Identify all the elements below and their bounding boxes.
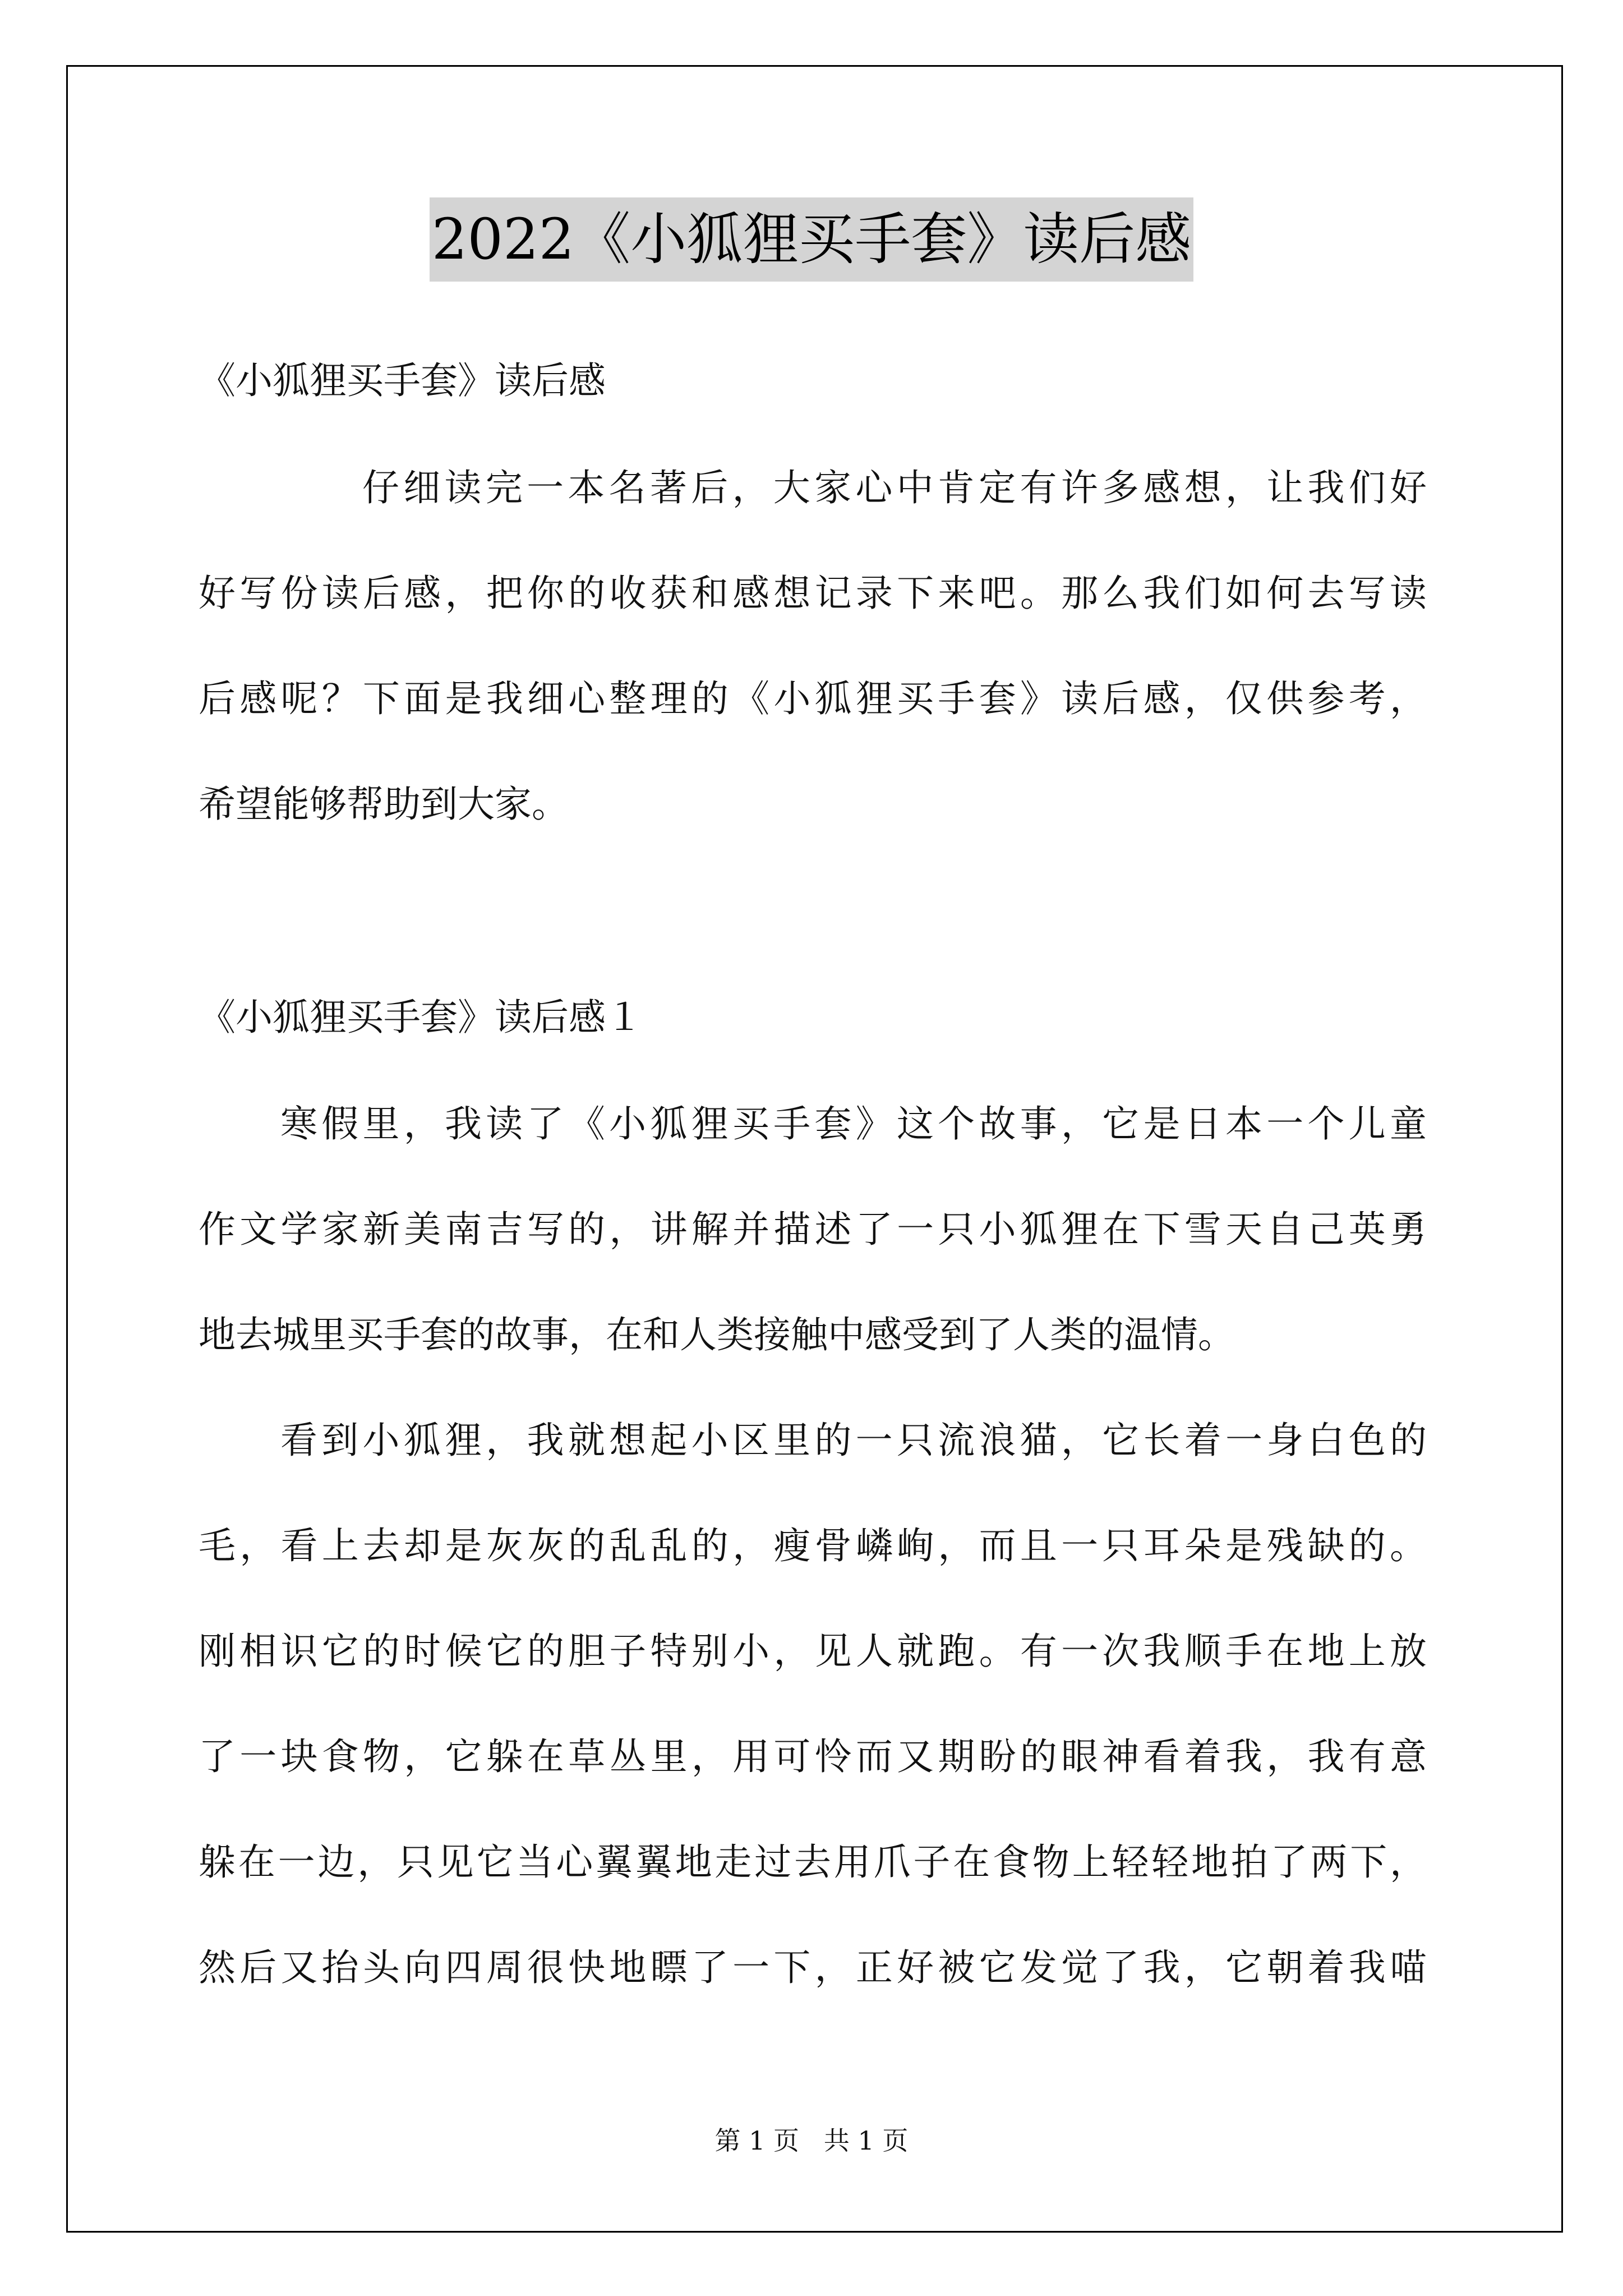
paragraph2-line-6: 然后又抬头向四周很快地瞟了一下，正好被它发觉了我，它朝着我喵 [199, 1946, 1427, 1989]
paragraph2-line-5: 躲在一边，只见它当心翼翼地走过去用爪子在食物上轻轻地拍了两下， [199, 1841, 1427, 1884]
intro-line-1: 仔细读完一本名著后，大家心中肯定有许多感想，让我们好 [362, 466, 1427, 509]
paragraph2-line-1: 看到小狐狸，我就想起小区里的一只流浪猫，它长着一身白色的 [280, 1419, 1427, 1462]
document-title: 2022《小狐狸买手套》读后感 [430, 197, 1194, 282]
paragraph1-line-3: 地去城里买手套的故事，在和人类接触中感受到了人类的温情。 [199, 1313, 1235, 1356]
paragraph2-line-2: 毛，看上去却是灰灰的乱乱的，瘦骨嶙峋，而且一只耳朵是残缺的。 [199, 1524, 1427, 1567]
intro-line-2: 好写份读后感，把你的收获和感想记录下来吧。那么我们如何去写读 [199, 572, 1427, 615]
title-container [0, 197, 1623, 282]
section-heading: 《小狐狸买手套》读后感１ [199, 996, 643, 1039]
subtitle: 《小狐狸买手套》读后感 [199, 359, 606, 402]
paragraph2-line-3: 刚相识它的时候它的胆子特别小，见人就跑。有一次我顺手在地上放 [199, 1630, 1427, 1673]
paragraph1-line-2: 作文学家新美南吉写的，讲解并描述了一只小狐狸在下雪天自己英勇 [199, 1208, 1427, 1251]
page-footer: 第 1 页 共 1 页 [714, 2125, 909, 2156]
intro-line-3: 后感呢？下面是我细心整理的《小狐狸买手套》读后感，仅供参考， [199, 677, 1427, 720]
intro-line-4: 希望能够帮助到大家。 [199, 783, 569, 826]
paragraph1-line-1: 寒假里，我读了《小狐狸买手套》这个故事，它是日本一个儿童 [280, 1102, 1427, 1145]
paragraph2-line-4: 了一块食物，它躲在草丛里，用可怜而又期盼的眼神看着我，我有意 [199, 1735, 1427, 1778]
